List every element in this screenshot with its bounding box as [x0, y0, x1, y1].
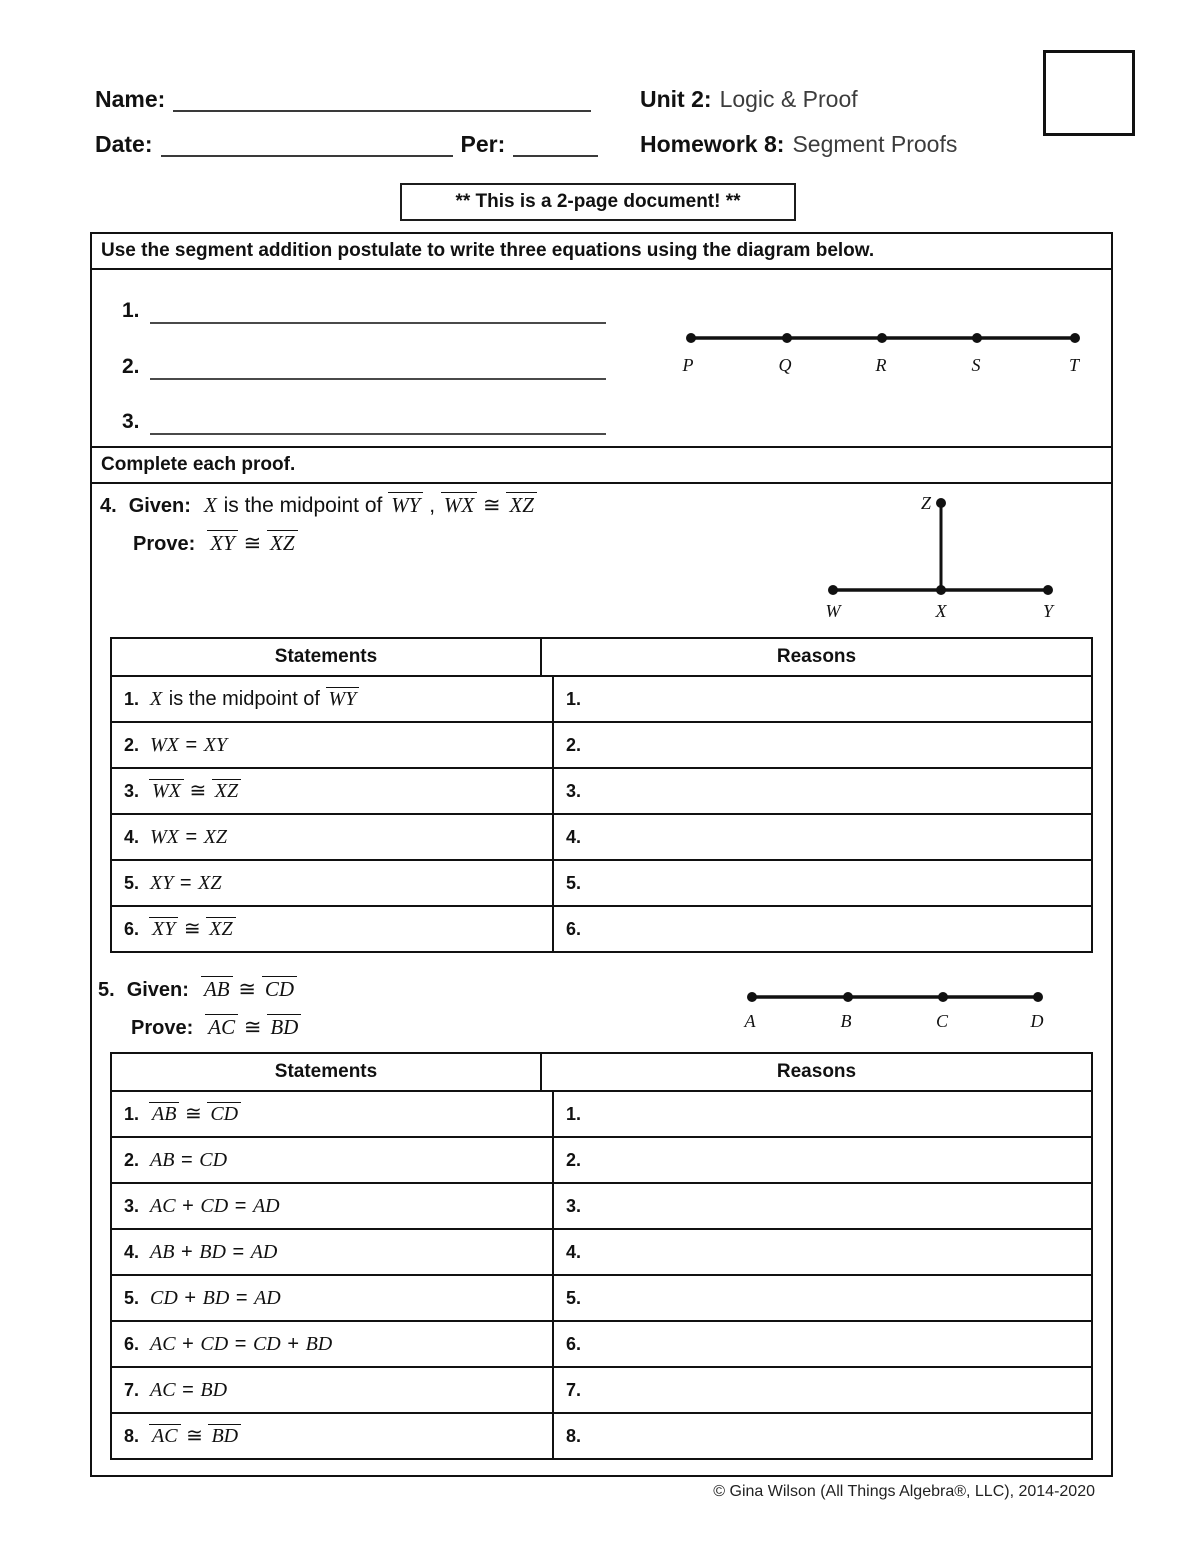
statement-number: 3. — [124, 780, 140, 801]
table-row — [112, 907, 1091, 951]
math-var: XZ — [203, 826, 228, 848]
segment-diagram-pqrst — [670, 316, 1090, 378]
segment-overline: WX — [441, 492, 477, 517]
table-row — [112, 723, 1091, 769]
answer-blank-2 — [122, 352, 606, 380]
reason-cell — [554, 1230, 1091, 1274]
statement-text: AB + BD = AD — [150, 1241, 278, 1263]
math-var: CD — [199, 1149, 228, 1171]
reason-number: 6. — [566, 918, 582, 939]
table-row — [112, 1322, 1091, 1368]
homework-label: Homework 8: — [640, 131, 785, 157]
statement-text: AB = CD — [150, 1149, 228, 1171]
statement-text: XY = XZ — [150, 872, 222, 894]
math-var: XY — [203, 734, 228, 756]
statement-number: 2. — [124, 734, 140, 755]
problem-number: 5. — [98, 979, 115, 1001]
reason-number: 5. — [566, 872, 582, 893]
statement-text: AC ≅ BD — [149, 1424, 241, 1448]
statement-cell — [112, 1322, 554, 1366]
answer-blank-1 — [122, 296, 606, 324]
math-var: XY — [150, 872, 174, 894]
segment-overline: WY — [326, 687, 360, 711]
segment-overline: XZ — [506, 492, 537, 517]
reason-cell — [554, 815, 1091, 859]
blank-number: 2. — [122, 355, 140, 378]
statement-number: 8. — [124, 1425, 140, 1446]
answer-blank-3 — [122, 407, 606, 435]
copyright-text: © Gina Wilson (All Things Algebra®, LLC), 2014-2020 — [713, 1483, 1095, 1500]
blank-line — [150, 407, 606, 435]
reason-cell — [554, 1276, 1091, 1320]
reason-cell — [554, 1322, 1091, 1366]
statement-cell — [112, 815, 554, 859]
statement-cell — [112, 723, 554, 767]
statement-text: X is the midpoint of WY — [149, 687, 359, 711]
math-var: AD — [254, 1287, 281, 1309]
segment-overline: AC — [149, 1424, 181, 1448]
math-var: CD — [200, 1333, 229, 1355]
point-label: A — [744, 1011, 756, 1031]
point-label: Z — [920, 493, 931, 513]
segment-diagram-abcd — [735, 983, 1055, 1031]
statement-cell — [112, 1092, 554, 1136]
statement-number: 1. — [124, 1103, 140, 1124]
name-row — [95, 84, 591, 112]
statement-number: 7. — [124, 1379, 140, 1400]
reason-number: 1. — [566, 688, 582, 709]
reason-cell — [554, 1092, 1091, 1136]
reason-cell — [554, 769, 1091, 813]
segment-diagram-wxyz — [810, 485, 1070, 625]
table-row — [112, 1184, 1091, 1230]
two-page-banner: ** This is a 2-page document! ** — [400, 183, 796, 221]
statement-cell — [112, 677, 554, 721]
reason-cell — [554, 1138, 1091, 1182]
math-var: WX — [150, 826, 179, 848]
worksheet-body — [90, 232, 1113, 1477]
unit-label: Unit 2: — [640, 86, 712, 112]
segment-overline: XY — [207, 530, 238, 555]
reason-cell — [554, 1368, 1091, 1412]
reasons-header: Reasons — [776, 646, 857, 667]
statement-number: 5. — [124, 872, 140, 893]
math-var: AB — [150, 1241, 175, 1263]
statement-number: 6. — [124, 918, 140, 939]
point-label: D — [1030, 1011, 1044, 1031]
point-label: P — [682, 355, 694, 375]
blank-number: 1. — [122, 299, 140, 322]
reasons-header: Reasons — [776, 1061, 857, 1082]
reason-number: 4. — [566, 826, 582, 847]
blank-number: 3. — [122, 410, 140, 433]
math-var: WX — [150, 734, 179, 756]
reason-number: 1. — [566, 1103, 582, 1124]
proof-table-4 — [110, 637, 1093, 953]
problem-number: 4. — [100, 495, 117, 517]
table-row — [112, 1230, 1091, 1276]
statement-number: 5. — [124, 1287, 140, 1308]
statement-text: XY ≅ XZ — [149, 917, 236, 941]
problem5-prove-line — [131, 1014, 301, 1040]
segment-overline: XZ — [267, 530, 298, 555]
point-label: T — [1068, 355, 1080, 375]
point-label: B — [840, 1011, 852, 1031]
reason-number: 4. — [566, 1241, 582, 1262]
reason-cell — [554, 1184, 1091, 1228]
segment-overline: XZ — [206, 917, 235, 941]
grade-box — [1043, 50, 1135, 136]
math-var: CD — [252, 1333, 281, 1355]
given-label: Given: — [128, 495, 191, 517]
segment-overline: CD — [262, 976, 297, 1001]
segment-overline: BD — [208, 1424, 241, 1448]
math-var: BD — [199, 1241, 226, 1263]
problem4-given-line — [100, 492, 537, 518]
reason-cell — [554, 677, 1091, 721]
math-var: AC — [150, 1195, 176, 1217]
statements-header: Statements — [112, 639, 542, 675]
statement-cell — [112, 1276, 554, 1320]
reason-number: 7. — [566, 1379, 582, 1400]
reason-number: 5. — [566, 1287, 582, 1308]
statement-cell — [112, 769, 554, 813]
statement-text: WX ≅ XZ — [149, 779, 241, 803]
reason-number: 2. — [566, 734, 582, 755]
segment-overline: AC — [205, 1014, 238, 1039]
table-row — [112, 1092, 1091, 1138]
table-row — [112, 815, 1091, 861]
reason-number: 3. — [566, 1195, 582, 1216]
prove-label: Prove: — [133, 533, 196, 555]
prove-statement: XY ≅ XZ — [207, 530, 297, 556]
segment-overline: AB — [201, 976, 233, 1001]
statement-cell — [112, 907, 554, 951]
table-row — [112, 1138, 1091, 1184]
table-row — [112, 769, 1091, 815]
proof-table-5 — [110, 1052, 1093, 1460]
statement-number: 4. — [124, 1241, 140, 1262]
problem5-given-line — [98, 976, 297, 1002]
statement-cell — [112, 861, 554, 905]
table-row — [112, 677, 1091, 723]
math-var: BD — [200, 1379, 228, 1401]
point-label: Q — [778, 355, 792, 375]
table-row — [112, 1414, 1091, 1458]
reason-number: 2. — [566, 1149, 582, 1170]
math-var: BD — [305, 1333, 333, 1355]
statement-text: WX = XY — [150, 734, 228, 756]
table-header-row — [112, 639, 1091, 677]
statement-text: WX = XZ — [150, 826, 228, 848]
math-var: XZ — [198, 872, 222, 894]
segment-overline: WX — [149, 779, 184, 803]
postulate-section-title: Use the segment addition postulate to write three equations using the diagram below. — [92, 234, 1111, 270]
statement-number: 4. — [124, 826, 140, 847]
point-label: W — [825, 601, 841, 621]
table-row — [112, 1276, 1091, 1322]
math-var: AD — [250, 1241, 278, 1263]
per-field-line — [513, 131, 598, 157]
math-var: AC — [150, 1379, 176, 1401]
date-row — [95, 129, 598, 157]
unit-value: Logic & Proof — [719, 86, 858, 112]
given-statement: AB ≅ CD — [201, 976, 297, 1002]
statement-text: AC = BD — [150, 1379, 228, 1401]
given-label: Given: — [126, 979, 189, 1001]
point-label: Y — [1042, 601, 1054, 621]
point-label: C — [935, 1011, 949, 1031]
segment-overline: XY — [149, 917, 178, 941]
statement-cell — [112, 1414, 554, 1458]
reason-number: 8. — [566, 1425, 582, 1446]
reason-cell — [554, 907, 1091, 951]
table-row — [112, 861, 1091, 907]
segment-overline: XZ — [212, 779, 241, 803]
math-var: CD — [200, 1195, 229, 1217]
per-label: Per: — [460, 131, 506, 157]
statement-number: 2. — [124, 1149, 140, 1170]
homework-row — [640, 129, 957, 157]
point-label: X — [935, 601, 947, 621]
statements-header: Statements — [112, 1054, 542, 1090]
reason-cell — [554, 861, 1091, 905]
math-var: AD — [252, 1195, 280, 1217]
math-var: CD — [150, 1287, 178, 1309]
math-var: X — [150, 688, 163, 711]
name-label: Name: — [95, 86, 166, 112]
proofs-section-title: Complete each proof. — [92, 446, 1111, 484]
homework-value: Segment Proofs — [792, 131, 958, 157]
segment-overline: CD — [207, 1102, 241, 1126]
reason-number: 3. — [566, 780, 582, 801]
statement-text: AC + CD = CD + BD — [150, 1333, 333, 1355]
reason-cell — [554, 1414, 1091, 1458]
math-var: BD — [202, 1287, 230, 1309]
reason-number: 6. — [566, 1333, 582, 1354]
blank-line — [150, 352, 606, 380]
segment-overline: WY — [388, 492, 423, 517]
statement-number: 1. — [124, 688, 140, 709]
table-header-row — [112, 1054, 1091, 1092]
prove-label: Prove: — [131, 1017, 194, 1039]
table-row — [112, 1368, 1091, 1414]
segment-overline: BD — [267, 1014, 301, 1039]
unit-row — [640, 84, 858, 112]
statement-cell — [112, 1184, 554, 1228]
statement-cell — [112, 1138, 554, 1182]
math-var: X — [203, 493, 217, 517]
point-label: S — [971, 355, 981, 375]
statement-number: 6. — [124, 1333, 140, 1354]
statement-number: 3. — [124, 1195, 140, 1216]
reason-cell — [554, 723, 1091, 767]
name-field-line — [173, 86, 591, 112]
blank-line — [150, 296, 606, 324]
statement-cell — [112, 1230, 554, 1274]
math-var: AC — [150, 1333, 176, 1355]
point-label: R — [875, 355, 887, 375]
date-field-line — [161, 131, 453, 157]
statement-cell — [112, 1368, 554, 1412]
math-var: AB — [150, 1149, 175, 1171]
given-statement: X is the midpoint of WY , WX ≅ XZ — [203, 492, 537, 518]
statement-text: AC + CD = AD — [150, 1195, 280, 1217]
statement-text: AB ≅ CD — [149, 1102, 241, 1126]
statement-text: CD + BD = AD — [150, 1287, 281, 1309]
problem4-prove-line — [133, 530, 298, 556]
date-label: Date: — [95, 131, 153, 157]
prove-statement: AC ≅ BD — [205, 1014, 301, 1040]
segment-overline: AB — [149, 1102, 179, 1126]
